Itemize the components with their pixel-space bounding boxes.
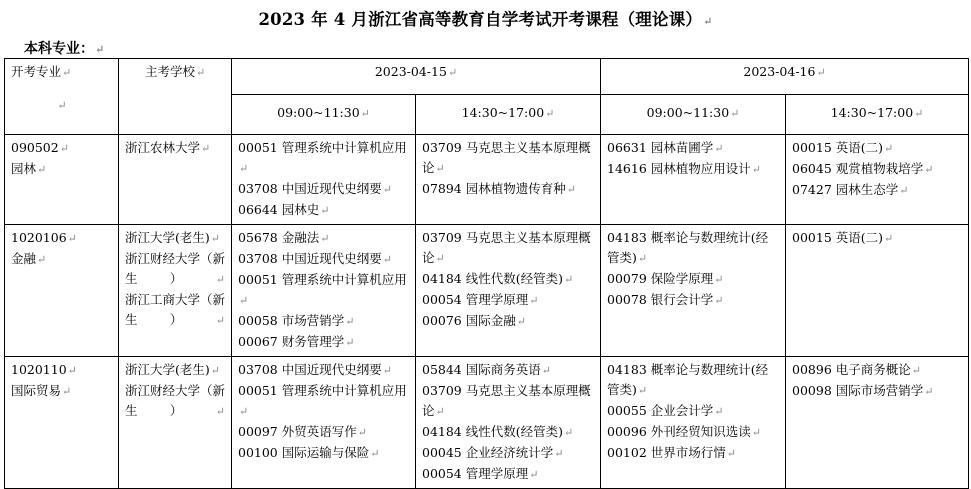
course-cell: 05844 国际商务英语↵ 03709 马克思主义基本原理概论↵ 04184 线性代数(经管类)↵ 00045 企业经济统计学↵ 00054 管理学原理↵ xyxy=(416,357,601,489)
course-cell: 03709 马克思主义基本原理概论↵ 07894 园林植物遗传育种↵ xyxy=(416,135,601,225)
course-cell: 00015 英语(二)↵ 06045 观赏植物栽培学↵ 07427 园林生态学↵ xyxy=(786,135,969,225)
school-cell: 浙江大学(老生)↵ 浙江财经大学（新生）↵ 浙江工商大学（新生）↵ xyxy=(119,225,232,357)
header-date-2: 2023-04-16↵ xyxy=(601,59,969,95)
table-row xyxy=(5,225,969,357)
course-cell: 03709 马克思主义基本原理概论↵ 04184 线性代数(经管类)↵ 00054 管理学原理↵ 00076 国际金融↵ xyxy=(416,225,601,357)
header-slot-d1-pm: 14:30~17:00↵ xyxy=(416,95,601,135)
exam-schedule-table xyxy=(4,58,969,489)
header-school: 主考学校↵ xyxy=(119,59,232,135)
course-cell: 03708 中国近现代史纲要↵ 00051 管理系统中计算机应用↵ 00097 外贸英语写作↵ 00100 国际运输与保险↵ xyxy=(232,357,416,489)
course-cell: 06631 园林苗圃学↵ 14616 园林植物应用设计↵ xyxy=(601,135,786,225)
course-cell: 04183 概率论与数理统计(经管类)↵ 00079 保险学原理↵ 00078 银行会计学↵ xyxy=(601,225,786,357)
course-cell: 00015 英语(二)↵ xyxy=(786,225,969,357)
major-cell: 090502↵ 园林↵ xyxy=(5,135,119,225)
table-row xyxy=(5,135,969,225)
page-title: 2023 年 4 月浙江省高等教育自学考试开考课程（理论课）↵ xyxy=(258,10,713,29)
course-cell: 00896 电子商务概论↵ 00098 国际市场营销学↵ xyxy=(786,357,969,489)
school-cell: 浙江农林大学↵ xyxy=(119,135,232,225)
header-date-1: 2023-04-15↵ xyxy=(232,59,601,95)
course-cell: 00051 管理系统中计算机应用↵ 03708 中国近现代史纲要↵ 06644 园林史↵ xyxy=(232,135,416,225)
table-row xyxy=(5,357,969,489)
school-cell: 浙江大学(老生)↵ 浙江财经大学（新生）↵ xyxy=(119,357,232,489)
major-cell: 1020106↵ 金融↵ xyxy=(5,225,119,357)
major-cell: 1020110↵ 国际贸易↵ xyxy=(5,357,119,489)
header-slot-d2-pm: 14:30~17:00↵ xyxy=(786,95,969,135)
header-slot-d1-am: 09:00~11:30↵ xyxy=(232,95,416,135)
header-major: 开考专业↵ ↵ xyxy=(5,59,119,135)
course-cell: 04183 概率论与数理统计(经管类)↵ 00055 企业会计学↵ 00096 外刊经贸知识选读↵ 00102 世界市场行情↵ xyxy=(601,357,786,489)
header-slot-d2-am: 09:00~11:30↵ xyxy=(601,95,786,135)
course-cell: 05678 金融法↵ 03708 中国近现代史纲要↵ 00051 管理系统中计算机应用↵ 00058 市场营销学↵ 00067 财务管理学↵ xyxy=(232,225,416,357)
section-label: 本科专业：↵ xyxy=(24,41,105,57)
